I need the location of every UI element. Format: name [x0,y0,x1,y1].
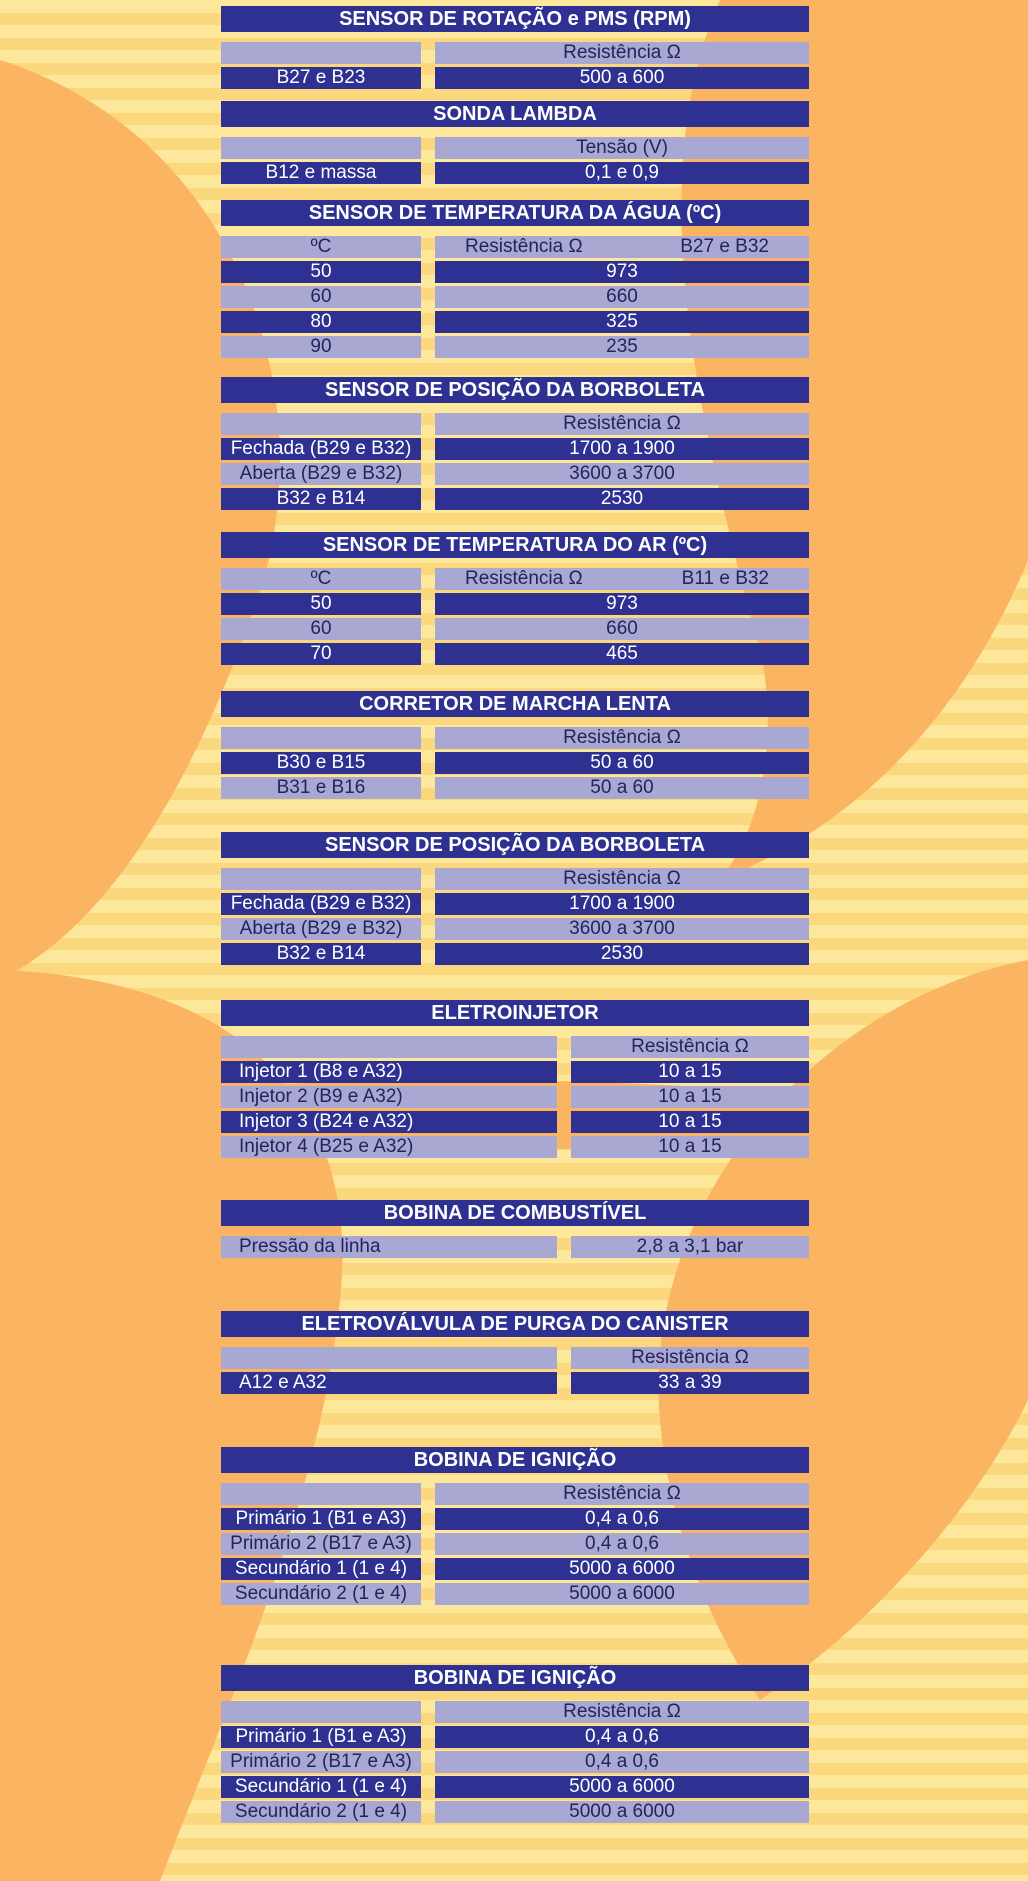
table-row [221,1776,809,1798]
row-label: Fechada (B29 e B32) [221,438,421,460]
header-value-cell [435,236,809,258]
table-row [221,67,809,89]
row-label: 60 [221,286,421,308]
table-row [221,1583,809,1605]
header-label-cell [221,42,421,64]
header-value-cell: Resistência Ω [435,42,809,64]
header-unit-cell: ºC [221,568,421,590]
table-row [221,261,809,283]
row-value: 3600 a 3700 [435,918,809,940]
section-title: ELETROVÁLVULA DE PURGA DO CANISTER [221,1311,809,1337]
table-row [221,893,809,915]
table-header-row [221,568,809,590]
row-label: Secundário 2 (1 e 4) [221,1583,421,1605]
table-header-row [221,868,809,890]
row-value: 50 a 60 [435,752,809,774]
row-value: 235 [435,336,809,358]
row-value: 5000 a 6000 [435,1558,809,1580]
header-value-cell: Resistência Ω [435,727,809,749]
row-value: 10 a 15 [571,1086,809,1108]
row-label: 60 [221,618,421,640]
row-value: 33 a 39 [571,1372,809,1394]
row-label: B32 e B14 [221,488,421,510]
row-label: Primário 1 (B1 e A3) [221,1508,421,1530]
table-row [221,1558,809,1580]
row-value: 325 [435,311,809,333]
table-row [221,488,809,510]
row-value: 1700 a 1900 [435,893,809,915]
row-label: Primário 2 (B17 e A3) [221,1751,421,1773]
row-value: 2530 [435,943,809,965]
row-value: 5000 a 6000 [435,1776,809,1798]
row-label: A12 e A32 [221,1372,557,1394]
header-value-cell: Resistência Ω [435,868,809,890]
table-row [221,1236,809,1258]
section-title: SENSOR DE TEMPERATURA DA ÁGUA (ºC) [221,200,809,226]
section-ignition-coil-2 [221,1665,809,1826]
section-lambda-probe [221,101,809,187]
table-row [221,643,809,665]
header-value-cell: Resistência Ω [435,1483,809,1505]
section-title: SENSOR DE ROTAÇÃO e PMS (RPM) [221,6,809,32]
table-row [221,1751,809,1773]
row-value: 5000 a 6000 [435,1583,809,1605]
table-row [221,1508,809,1530]
row-value: 973 [435,261,809,283]
row-value: 2530 [435,488,809,510]
row-label: 80 [221,311,421,333]
row-value: 0,4 a 0,6 [435,1508,809,1530]
section-idle-corrector [221,691,809,802]
row-value: 973 [435,593,809,615]
header-label-cell [221,1483,421,1505]
header-pins-label: B27 e B32 [680,236,769,257]
table-row [221,1372,809,1394]
table-header-row [221,1483,809,1505]
row-label: Injetor 3 (B24 e A32) [221,1111,557,1133]
table-header-row [221,42,809,64]
section-title: ELETROINJETOR [221,1000,809,1026]
section-title: BOBINA DE IGNIÇÃO [221,1665,809,1691]
header-value-cell: Resistência Ω [571,1347,809,1369]
section-title: BOBINA DE IGNIÇÃO [221,1447,809,1473]
section-throttle-position-sensor [221,377,809,513]
table-row [221,593,809,615]
table-row [221,463,809,485]
row-label: Primário 2 (B17 e A3) [221,1533,421,1555]
table-row [221,918,809,940]
table-row [221,336,809,358]
table-row [221,1533,809,1555]
row-value: 0,4 a 0,6 [435,1533,809,1555]
section-title: SENSOR DE POSIÇÃO DA BORBOLETA [221,377,809,403]
table-header-row [221,236,809,258]
header-value-cell: Resistência Ω [435,413,809,435]
table-row [221,438,809,460]
header-value-cell: Resistência Ω [571,1036,809,1058]
header-unit-cell: ºC [221,236,421,258]
row-label: B27 e B23 [221,67,421,89]
table-row [221,1086,809,1108]
row-label: Aberta (B29 e B32) [221,918,421,940]
section-title: SONDA LAMBDA [221,101,809,127]
table-row [221,618,809,640]
table-row [221,1726,809,1748]
section-title: CORRETOR DE MARCHA LENTA [221,691,809,717]
row-value: 660 [435,286,809,308]
row-label: B31 e B16 [221,777,421,799]
row-value: 660 [435,618,809,640]
section-throttle-position-sensor-2 [221,832,809,968]
row-label: Injetor 1 (B8 e A32) [221,1061,557,1083]
header-value-cell: Tensão (V) [435,137,809,159]
section-canister-valve [221,1311,809,1397]
table-row [221,1111,809,1133]
row-value: 10 a 15 [571,1136,809,1158]
header-value-cell: Resistência Ω [435,1701,809,1723]
header-pins-label: B11 e B32 [681,568,769,589]
row-label: 50 [221,593,421,615]
row-label: 70 [221,643,421,665]
row-label: B32 e B14 [221,943,421,965]
header-label-cell [221,1036,557,1058]
row-label: Aberta (B29 e B32) [221,463,421,485]
row-label: Secundário 1 (1 e 4) [221,1776,421,1798]
table-header-row [221,1036,809,1058]
section-injectors [221,1000,809,1161]
row-value: 1700 a 1900 [435,438,809,460]
table-row [221,162,809,184]
header-label-cell [221,1701,421,1723]
row-label: Secundário 1 (1 e 4) [221,1558,421,1580]
section-title: SENSOR DE POSIÇÃO DA BORBOLETA [221,832,809,858]
row-value: 2,8 a 3,1 bar [571,1236,809,1258]
section-air-temp-sensor [221,532,809,668]
table-row [221,1061,809,1083]
header-label-cell [221,413,421,435]
table-row [221,943,809,965]
row-label: Pressão da linha [221,1236,557,1258]
row-label: B12 e massa [221,162,421,184]
table-header-row [221,727,809,749]
row-label: 50 [221,261,421,283]
table-row [221,752,809,774]
row-value: 465 [435,643,809,665]
row-value: 5000 a 6000 [435,1801,809,1823]
section-ignition-coil [221,1447,809,1608]
table-header-row [221,137,809,159]
row-label: Primário 1 (B1 e A3) [221,1726,421,1748]
row-value: 10 a 15 [571,1111,809,1133]
row-label: B30 e B15 [221,752,421,774]
section-fuel-pump [221,1200,809,1261]
row-value: 3600 a 3700 [435,463,809,485]
row-value: 50 a 60 [435,777,809,799]
row-label: Injetor 2 (B9 e A32) [221,1086,557,1108]
header-resistance-label: Resistência Ω [465,568,583,589]
header-value-cell [435,568,809,590]
header-label-cell [221,137,421,159]
section-title: BOBINA DE COMBUSTÍVEL [221,1200,809,1226]
header-resistance-label: Resistência Ω [465,236,583,257]
table-row [221,1136,809,1158]
row-value: 0,1 e 0,9 [435,162,809,184]
table-header-row [221,1701,809,1723]
row-label: 90 [221,336,421,358]
table-header-row [221,413,809,435]
header-label-cell [221,868,421,890]
section-title: SENSOR DE TEMPERATURA DO AR (ºC) [221,532,809,558]
row-value: 0,4 a 0,6 [435,1726,809,1748]
row-value: 10 a 15 [571,1061,809,1083]
header-label-cell [221,727,421,749]
row-value: 0,4 a 0,6 [435,1751,809,1773]
row-label: Secundário 2 (1 e 4) [221,1801,421,1823]
section-water-temp-sensor [221,200,809,361]
header-label-cell [221,1347,557,1369]
table-row [221,777,809,799]
row-label: Injetor 4 (B25 e A32) [221,1136,557,1158]
table-row [221,1801,809,1823]
table-row [221,286,809,308]
table-row [221,311,809,333]
table-header-row [221,1347,809,1369]
row-value: 500 a 600 [435,67,809,89]
section-rpm-sensor [221,6,809,92]
row-label: Fechada (B29 e B32) [221,893,421,915]
